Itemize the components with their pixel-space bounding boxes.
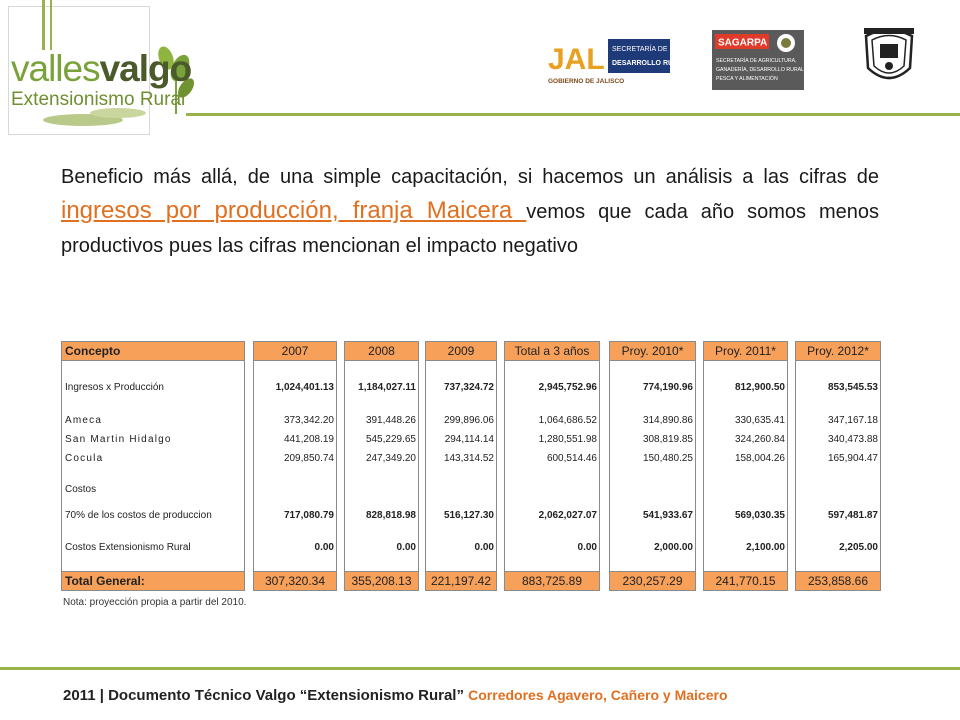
- svg-text:PESCA Y ALIMENTACIÓN: PESCA Y ALIMENTACIÓN: [716, 76, 778, 82]
- logo-subtitle: Extensionismo Rural: [11, 89, 186, 110]
- column-2007: [253, 341, 337, 591]
- column-proy-2012: [795, 341, 881, 591]
- table-cell: 150,480.25: [642, 453, 693, 464]
- total-cell: 241,770.15: [704, 571, 787, 590]
- row-label: Ameca: [65, 415, 103, 426]
- table-cell: 1,064,686.52: [538, 415, 597, 426]
- table-cell: 597,481.87: [827, 510, 878, 521]
- table-cell: 324,260.84: [734, 434, 785, 445]
- table-cell: 391,448.26: [365, 415, 416, 426]
- column-2008: [344, 341, 419, 591]
- table-cell: 812,900.50: [734, 382, 785, 393]
- table-cell: 0.00: [577, 542, 597, 553]
- column-header: Total a 3 años: [505, 342, 599, 361]
- header-divider: [186, 113, 960, 116]
- row-label: Costos: [65, 484, 97, 495]
- table-cell: 330,635.41: [734, 415, 785, 426]
- total-label: Total General:: [62, 571, 244, 590]
- table-cell: 1,184,027.11: [358, 382, 416, 393]
- footer-text: 2011 | Documento Técnico Valgo “Extensionismo Rural” Corredores Agavero, Cañero y Maicero: [63, 687, 728, 704]
- row-label: Ingresos x Producción: [65, 382, 164, 393]
- table-cell: 717,080.79: [283, 510, 334, 521]
- row-label: Costos Extensionismo Rural: [65, 542, 191, 553]
- total-cell: 221,197.42: [426, 571, 496, 590]
- total-cell: 355,208.13: [345, 571, 418, 590]
- table-note: Nota: proyección propia a partir del 2010.: [63, 597, 247, 608]
- sagarpa-logo: [712, 30, 804, 90]
- table-cell: 2,205.00: [839, 542, 878, 553]
- table-cell: 569,030.35: [734, 510, 785, 521]
- table-cell: 143,314.52: [443, 453, 494, 464]
- row-label: Cocula: [65, 453, 104, 464]
- footer-divider: [0, 667, 960, 670]
- column-header: Proy. 2011*: [704, 342, 787, 361]
- column-2009: [425, 341, 497, 591]
- table-cell: 737,324.72: [443, 382, 494, 393]
- table-cell: 2,000.00: [654, 542, 693, 553]
- svg-text:GANADERÍA, DESARROLLO RURAL,: GANADERÍA, DESARROLLO RURAL,: [716, 67, 806, 73]
- table-cell: 247,349.20: [365, 453, 416, 464]
- svg-text:SECRETARÍA DE: SECRETARÍA DE: [612, 46, 668, 53]
- table-cell: 209,850.74: [283, 453, 334, 464]
- table-cell: 1,280,551.98: [538, 434, 597, 445]
- table-cell: 516,127.30: [443, 510, 494, 521]
- column-proy-2011: [703, 341, 788, 591]
- valgo-logo: [8, 0, 194, 133]
- table-cell: 308,819.85: [642, 434, 693, 445]
- logo-title: vallesvalgo: [11, 48, 192, 89]
- table-cell: 165,904.47: [827, 453, 878, 464]
- svg-text:SECRETARÍA DE AGRICULTURA,: SECRETARÍA DE AGRICULTURA,: [716, 58, 797, 64]
- table-cell: 2,100.00: [746, 542, 785, 553]
- table-cell: 774,190.96: [642, 382, 693, 393]
- table-cell: 541,933.67: [642, 510, 693, 521]
- table-cell: 0.00: [474, 542, 494, 553]
- jalisco-logo: [546, 35, 688, 95]
- svg-text:DESARROLLO RURAL: DESARROLLO RURAL: [612, 60, 688, 67]
- column-header: 2009: [426, 342, 496, 361]
- table-cell: 294,114.14: [444, 434, 494, 445]
- row-label: 70% de los costos de produccion: [65, 510, 212, 521]
- svg-text:JAL: JAL: [548, 43, 605, 76]
- table-cell: 299,896.06: [443, 415, 494, 426]
- table-cell: 853,545.53: [827, 382, 878, 393]
- table-cell: 828,818.98: [365, 510, 416, 521]
- total-cell: 883,725.89: [505, 571, 599, 590]
- column-total-3-anos: [504, 341, 600, 591]
- table-cell: 347,167.18: [827, 415, 878, 426]
- university-seal-icon: [860, 22, 918, 94]
- table-cell: 600,514.46: [546, 453, 597, 464]
- table-cell: 0.00: [396, 542, 416, 553]
- column-header: Proy. 2010*: [610, 342, 695, 361]
- table-cell: 441,208.19: [283, 434, 334, 445]
- column-header: 2007: [254, 342, 336, 361]
- column-header: Proy. 2012*: [796, 342, 880, 361]
- svg-text:SAGARPA: SAGARPA: [718, 37, 768, 49]
- table-cell: 0.00: [314, 542, 334, 553]
- table-cell: 158,004.26: [734, 453, 785, 464]
- table-cell: 2,062,027.07: [538, 510, 597, 521]
- table-cell: 545,229.65: [365, 434, 416, 445]
- column-concepto: [61, 341, 245, 591]
- table-cell: 314,890.86: [642, 415, 693, 426]
- column-proy-2010: [609, 341, 696, 591]
- table-cell: 340,473.88: [827, 434, 878, 445]
- row-label: San Martin Hidalgo: [65, 434, 172, 445]
- highlighted-phrase: ingresos por producción, franja Maicera: [61, 197, 527, 224]
- table-cell: 373,342.20: [283, 415, 334, 426]
- total-cell: 253,858.66: [796, 571, 880, 590]
- column-header: Concepto: [62, 342, 244, 361]
- income-table: [61, 341, 881, 591]
- column-header: 2008: [345, 342, 418, 361]
- total-cell: 230,257.29: [610, 571, 695, 590]
- svg-text:GOBIERNO DE JALISCO: GOBIERNO DE JALISCO: [548, 78, 625, 85]
- table-cell: 2,945,752.96: [538, 382, 597, 393]
- table-cell: 1,024,401.13: [275, 382, 334, 393]
- intro-paragraph: Beneficio más allá, de una simple capacitación, si hacemos un análisis a las cifras de ingresos por producción, franja Maicera vemos que cada año somos menos productivos pues las cifras mencionan el impacto negativo: [61, 166, 880, 257]
- total-cell: 307,320.34: [254, 571, 336, 590]
